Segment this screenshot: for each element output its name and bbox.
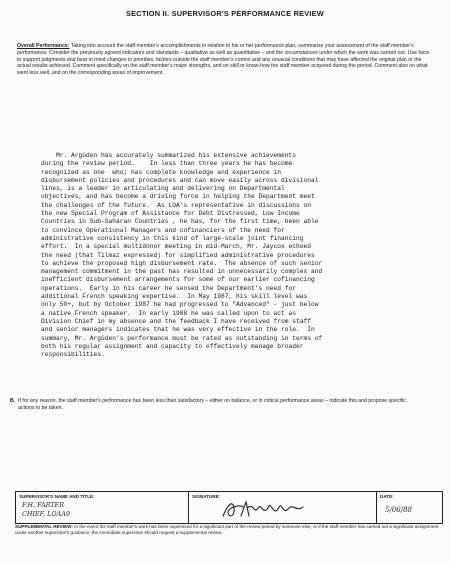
supplemental-review-text: In the event the staff member's work has been supervised for a significant part of the review period by someone else, or if the staff member has carried out a significant assignment under another supervisor's guidance, the immediate supervisor should request a supplemental review. [15, 524, 439, 536]
narrative-line: a native French speaker. In early 1988 he was called upon to act as [41, 309, 297, 317]
supervisor-name: F.H. FARTER [22, 501, 65, 509]
date-caption: DATE: [380, 494, 394, 499]
narrative-line: only 50+, but by October 1987 he had progressed to "Advanced" - just below [41, 301, 319, 309]
narrative-line: administrative consistency in this kind of large-scale joint financing [41, 234, 304, 242]
narrative-line: management commitment in the past has resulted in unnecessarily complex and [41, 268, 323, 276]
narrative-line: and senior managers indicates that he was very effective in the role. In [41, 326, 315, 334]
item-b-letter: B. [10, 398, 16, 404]
narrative-line: additional French speaking expertise. In May 1987, his skill level was [41, 293, 308, 301]
narrative-line: recognized as one who; has complete knowledge and experience in [41, 168, 282, 176]
signature-caption: SIGNATURE: [192, 494, 221, 499]
narrative-line: inefficient disbursement arrangements for some of our earlier cofinancing [41, 276, 315, 284]
narrative-line: the need (that Tilmaz expressed) for simplified administrative procedures [41, 251, 315, 259]
supplemental-review-label: SUPPLEMENTAL REVIEW: [15, 524, 73, 529]
overall-performance-label: Overall Performance: [17, 43, 70, 49]
narrative-line: summary, Mr. Argüden's performance must be rated as outstanding in terms of [41, 334, 323, 342]
supplemental-review-note [15, 524, 441, 536]
narrative-line: responsibilities. [41, 351, 105, 359]
item-b [10, 398, 430, 412]
narrative-line: during the review period. In less than three years he has become [41, 160, 293, 168]
date-cell [377, 492, 442, 523]
narrative-line: operations. Early in his career he sensed the Department's need for [41, 284, 297, 292]
narrative-line: Countries in Sub-Saharan Countries , he has, for the first time, been able [41, 218, 319, 226]
narrative-line: to achieve the proposed high disbursement rate. The absence of such senior [41, 259, 323, 267]
signature-block [15, 491, 443, 524]
narrative-line: to convince Operational Managers and cofinanciers of the need for [41, 226, 285, 234]
narrative-line: the challenges of the future. As LOA's representative in discussions on [41, 201, 312, 209]
section-title: SECTION II. SUPERVISOR'S PERFORMANCE REVIEW [126, 9, 324, 18]
narrative-line: lines, is a leader in articulating and delivering on Departmental [41, 185, 285, 193]
supervisor-title: CHIEF, LOAA9 [22, 510, 70, 518]
supervisor-name-cell [16, 492, 189, 523]
date-value: 5/06/88 [385, 506, 412, 514]
signature-cell [189, 492, 377, 523]
narrative-line: the new Special Program of Assistance for Debt Distressed, Low Income [41, 210, 300, 218]
overall-performance-instructions [17, 43, 435, 77]
supervisor-narrative [41, 152, 411, 359]
item-b-text: If for any reason, the staff member's performance has been less than satisfactory – either on balance, or in critical performance areas – indicate this and propose specific actions to be taken. [18, 398, 406, 411]
handwritten-signature [219, 498, 309, 522]
narrative-line: effort. In a special multidonor meeting in mid-March, Mr. Jaycox echoed [41, 243, 312, 251]
supervisor-name-caption: SUPERVISOR'S NAME AND TITLE: [19, 494, 95, 499]
overall-performance-text: Taking into account the staff member's accomplishments in relation to his or her performance plan, summarize your assessment of the staff member's performance. Consider the previously agreed indicators and standards – qualitative as well as quantitative – and the circumstances under which the work was carried out. Use facts to support judgments and bear in mind changes in priorities, factors outside the staff member's control and any unusual conditions that may have affected the original plan or the actual results achieved. Comment specifically on the staff member's major strengths, and on skill or know-how the staff member acquired during the period. Comment also on what went less well, and on the corresponding areas of improvement. [17, 43, 430, 77]
narrative-line: objectives, and has become a driving force in helping the Department meet [41, 193, 315, 201]
narrative-line: Mr. Argüden has accurately summarized his extensive achievements [41, 152, 297, 159]
narrative-line: disbursement policies and procedures and can move easily across divisional [41, 176, 319, 184]
narrative-line: Division Chief in my absence and the feedback I have received from staff [41, 317, 312, 325]
narrative-line: both his regular assignment and capacity to effectively manage broader [41, 342, 304, 350]
